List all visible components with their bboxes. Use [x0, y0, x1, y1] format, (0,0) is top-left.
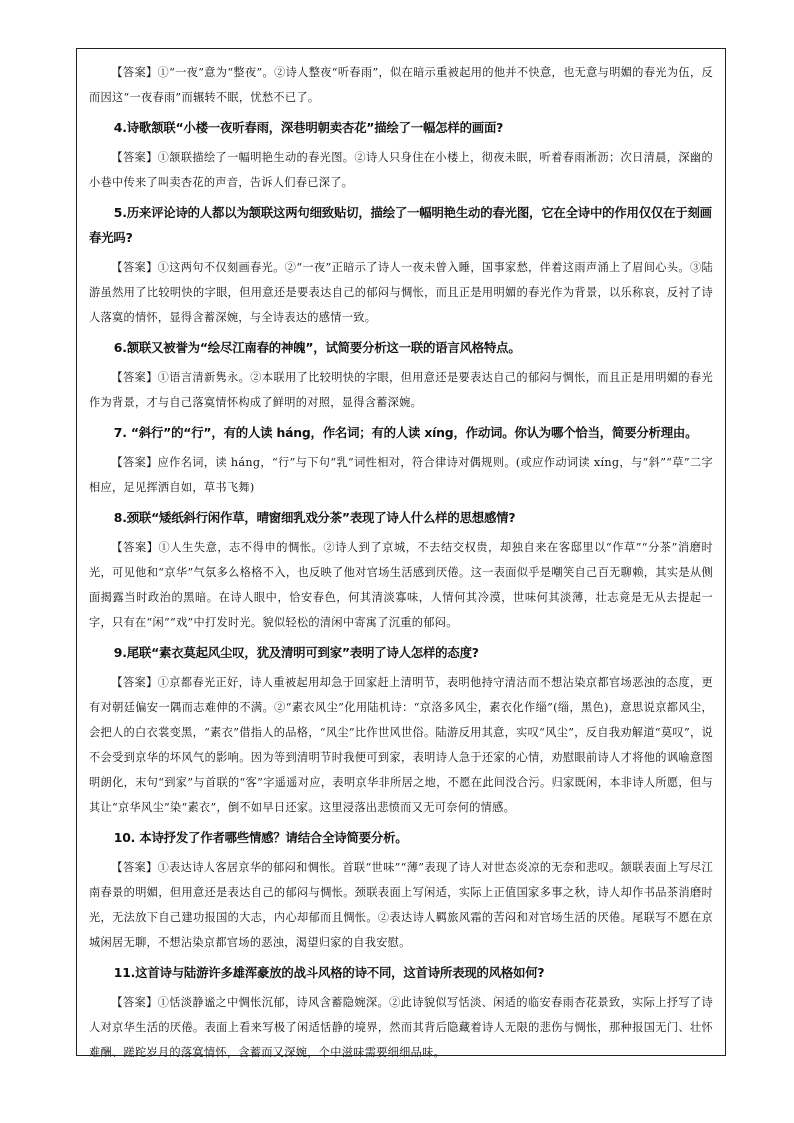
- question-text: 9.尾联“素衣莫起风尘叹，犹及清明可到家”表明了诗人怎样的态度?: [113, 645, 479, 660]
- question-text: 4.诗歌颔联“小楼一夜听春雨，深巷明朝卖杏花”描绘了一幅怎样的画面?: [113, 120, 504, 135]
- answer-text: 【答案】应作名词，读 háng，“行”与下句“乳”词性相对，符合律诗对偶规则。(或应作动词读 xíng，与“斜”“草”二字相应，足见挥洒自如，草书飞舞): [89, 456, 713, 494]
- answer-text: 【答案】①人生失意，志不得申的惆怅。②诗人到了京城，不去结交权贵，却独自来在客邸里以“作草”“分茶”消磨时光，可见他和“京华”气氛多么格格不入，也反映了他对官场生活感到厌倦。这一表面似乎是嘲笑自己百无聊赖，其实是从侧面揭露当时政治的黑暗。在诗人眼中，恰安春色，何其清淡寡味，人情何其冷漠，世味何其淡薄，壮志竟是无从去提起一字，只有在“闲”“戏”中打发时光。貌似轻松的清闲中寄寓了沉重的郁闷。: [89, 541, 713, 629]
- question-item-10: [89, 825, 713, 955]
- question-item-4: [89, 115, 713, 195]
- question-text: 7. “斜行”的“行”，有的人读 háng，作名词；有的人读 xíng，作动词。你认为哪个恰当，简要分析理由。: [113, 425, 698, 440]
- question-item-9: [89, 640, 713, 820]
- item-3-continued: [89, 60, 713, 110]
- question-item-8: [89, 505, 713, 635]
- answer-text: 【答案】①表达诗人客居京华的郁闷和惆怅。首联“世味”“薄”表现了诗人对世态炎凉的无奈和悲叹。颔联表面上写尽江南春景的明媚，但用意还是表达自己的郁闷与惆怅。颈联表面上写闲适，实际上正值国家多事之秋，诗人却作书品茶消磨时光，无法放下自己建功报国的大志，内心却郁而且惆怅。②表达诗人羁旅风霜的苦闷和对官场生活的厌倦。尾联写不愿在京城闲居无聊，不想沾染京都官场的恶浊，渴望归家的自我安慰。: [89, 861, 713, 949]
- answer-text: 【答案】①京都春光正好，诗人重被起用却急于回家赶上清明节，表明他持守清洁而不想沾染京都官场恶浊的态度，更有对朝廷偏安一隅而志难伸的不满。②“素衣风尘”化用陆机诗：“京洛多风尘，素衣化作缁”(缁，黑色)，意思说京都风尘，会把人的白衣裳变黑，“素衣”借指人的品格，“风尘”比作世风世俗。陆游反用其意，实叹“风尘”，反自我劝解道“莫叹”，说不会受到京华的坏风气的影响。因为等到清明节时我便可到家，表明诗人急于还家的心情，劝慰眼前诗人才将他的讽喻意图明朗化，末句“到家”与首联的“客”字遥遥对应，表明京华非所居之地，不愿在此间没合污。归家既闲，本非诗人所愿，但与其让“京华风尘”染“素衣”，倒不如早日还家。这里浸落出悲愤而又无可奈何的情感。: [89, 676, 713, 814]
- answer-text: 【答案】①恬淡静谧之中惆怅沉郁，诗风含蓄隐婉深。②此诗貌似写恬淡、闲适的临安春雨杏花景致，实际上抒写了诗人对京华生活的厌倦。表面上看来写极了闲适恬静的境界，然而其背后隐藏着诗人无限的悲伤与惆怅，那种报国无门、壮怀难酬、蹉跎岁月的落寞情怀，含蓄而又深婉，个中滋味需要细细品味。: [89, 996, 713, 1059]
- question-text: 11.这首诗与陆游许多雄浑豪放的战斗风格的诗不同，这首诗所表现的风格如何?: [113, 965, 545, 980]
- answer-text: 【答案】①这两句不仅刻画春光。②“一夜”正暗示了诗人一夜未曾入睡，国事家愁，伴着这雨声涌上了眉间心头。③陆游虽然用了比较明快的字眼，但用意还是要表达自己的郁闷与惆怅，而且正是用明媚的春光作为背景，以乐称哀，反衬了诗人落寞的情怀，显得含蓄深婉，与全诗表达的感情一致。: [89, 261, 713, 324]
- question-text: 10. 本诗抒发了作者哪些情感？请结合全诗简要分析。: [113, 830, 408, 845]
- answer-text: 【答案】①颔联描绘了一幅明艳生动的春光图。②诗人只身住在小楼上，彻夜未眠，听着春雨淅沥；次日清晨，深幽的小巷中传来了叫卖杏花的声音，告诉人们春已深了。: [89, 151, 713, 189]
- question-text: 8.颈联“矮纸斜行闲作草，晴窗细乳戏分茶”表现了诗人什么样的思想感情?: [113, 510, 516, 525]
- answer-text: 【答案】①语言清新隽永。②本联用了比较明快的字眼，但用意还是要表达自己的郁闷与惆怅，而且正是用明媚的春光作为背景，才与自己落寞情怀构成了鲜明的对照，显得含蓄深婉。: [89, 371, 713, 409]
- question-item-5: [89, 200, 713, 330]
- answer-text: 【答案】①“一夜”意为“整夜”。②诗人整夜“听春雨”，似在暗示重被起用的他并不快意，也无意与明媚的春光为伍，反而因这“一夜春雨”而辗转不眠，忧愁不已了。: [89, 66, 713, 104]
- question-item-7: [89, 420, 713, 500]
- question-item-6: [89, 335, 713, 415]
- answer-table: [76, 48, 726, 1059]
- question-text: 5.历来评论诗的人都以为颔联这两句细致贴切，描绘了一幅明艳生动的春光图，它在全诗中的作用仅仅在于刻画春光吗?: [89, 205, 712, 245]
- question-item-11: [89, 960, 713, 1065]
- question-text: 6.颔联又被誉为“绘尽江南春的神魄”，试简要分析这一联的语言风格特点。: [113, 340, 521, 355]
